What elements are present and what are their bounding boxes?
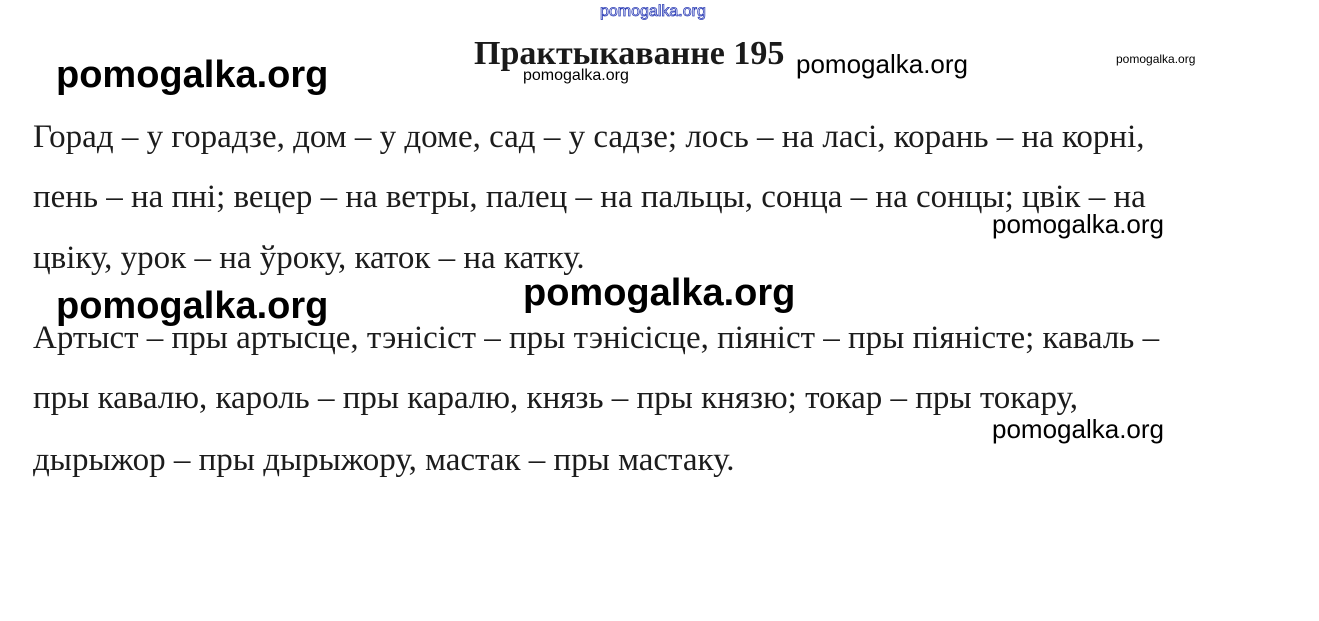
watermark-under-title: pomogalka.org	[523, 67, 629, 84]
watermark-large-center: pomogalka.org	[523, 272, 796, 314]
paragraph-2-line-3: дырыжор – пры дырыжору, мастак – пры мастаку.	[33, 442, 735, 478]
paragraph-1-line-3: цвіку, урок – на ўроку, каток – на катку.	[33, 240, 585, 276]
watermark-hidden-bottom: pomogalka.org	[1116, 601, 1196, 615]
watermark-small-right: pomogalka.org	[1116, 52, 1196, 66]
watermark-mid-right-1: pomogalka.org	[992, 209, 1164, 239]
watermark-top-outline: pomogalka.org	[600, 3, 706, 20]
watermark-mid-right-2: pomogalka.org	[992, 414, 1164, 444]
watermark-large-left: pomogalka.org	[56, 54, 329, 96]
paragraph-1-line-2: пень – на пні; вецер – на ветры, палец – на пальцы, сонца – на сонцы; цвік – на	[33, 179, 1146, 215]
watermark-large-left-2: pomogalka.org	[56, 285, 329, 327]
paragraph-2-line-1: Артыст – пры артысце, тэнісіст – пры тэнісісце, піяніст – пры піяністе; каваль –	[33, 320, 1160, 356]
watermark-title-right: pomogalka.org	[796, 49, 968, 79]
paragraph-2-line-2: пры кавалю, кароль – пры каралю, князь – пры князю; токар – пры токару,	[33, 380, 1078, 416]
page-title: Практыкаванне 195	[474, 35, 785, 72]
paragraph-1-line-1: Горад – у горадзе, дом – у доме, сад – у садзе; лось – на ласі, корань – на корні,	[33, 119, 1145, 155]
